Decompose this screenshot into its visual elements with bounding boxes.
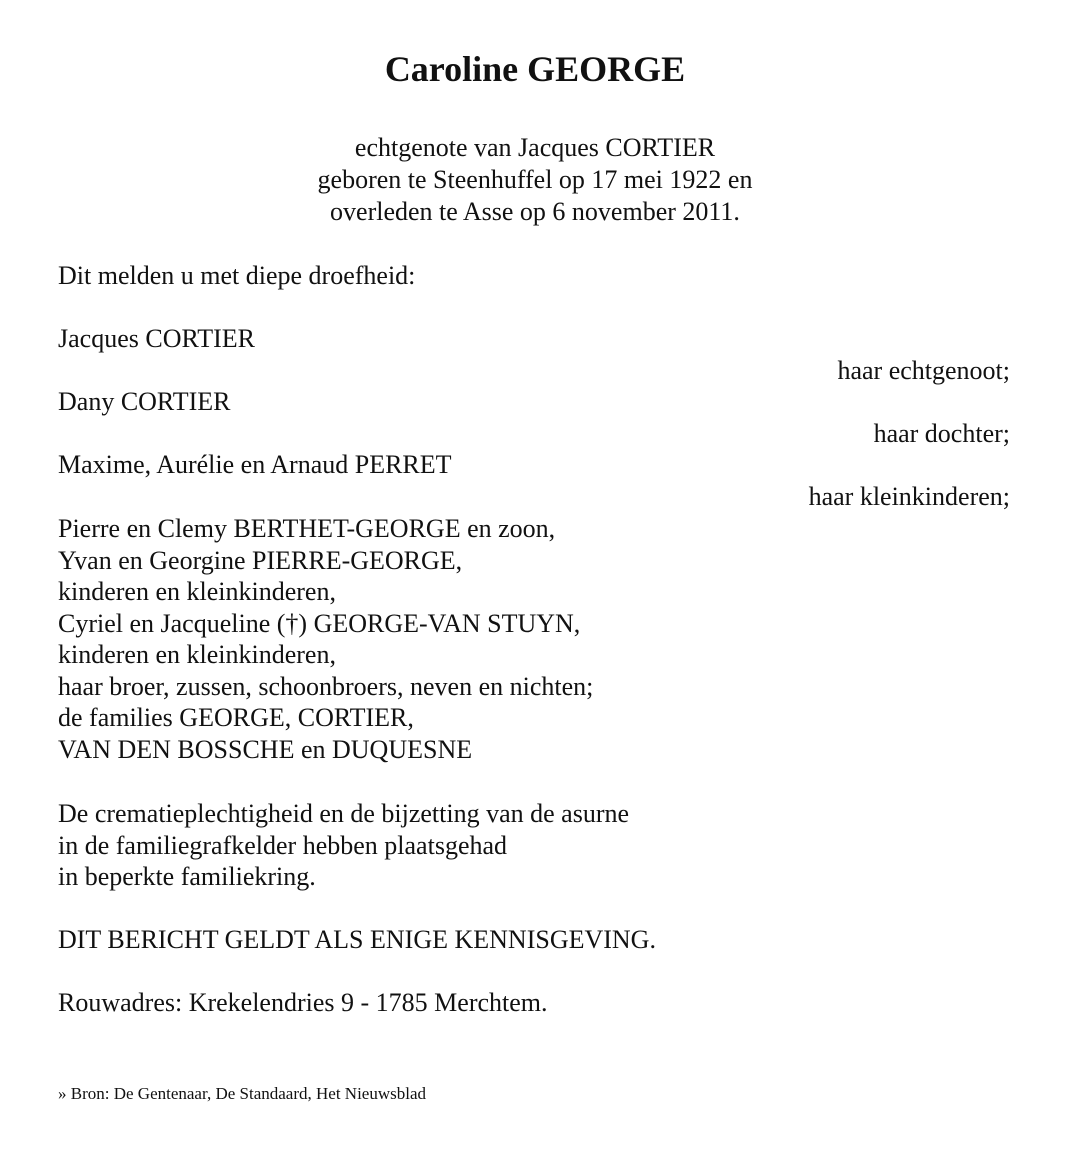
- mourner-relation: haar kleinkinderen;: [808, 482, 1010, 511]
- source-note: » Bron: De Gentenaar, De Standaard, Het Nieuwsblad: [58, 1084, 427, 1103]
- ceremony-paragraph: [58, 798, 629, 893]
- mourner-name: Jacques CORTIER: [58, 324, 256, 353]
- announcement-text: Dit melden u met diepe droefheid:: [58, 261, 416, 290]
- family-line: de families GEORGE, CORTIER,: [58, 703, 414, 732]
- family-list: [58, 513, 593, 765]
- mourner-name: Dany CORTIER: [58, 387, 231, 416]
- family-line: Pierre en Clemy BERTHET-GEORGE en zoon,: [58, 514, 556, 543]
- mourner-relation: haar dochter;: [873, 419, 1010, 448]
- death-line: overleden te Asse op 6 november 2011.: [330, 197, 740, 226]
- notice-text: DIT BERICHT GELDT ALS ENIGE KENNISGEVING.: [58, 925, 656, 954]
- family-line: kinderen en kleinkinderen,: [58, 577, 336, 606]
- deceased-name-title: Caroline GEORGE: [384, 49, 686, 89]
- mourner-name: Maxime, Aurélie en Arnaud PERRET: [58, 450, 452, 479]
- family-line: Cyriel en Jacqueline (†) GEORGE-VAN STUYN,: [58, 608, 581, 638]
- family-line: kinderen en kleinkinderen,: [58, 640, 336, 669]
- family-line: haar broer, zussen, schoonbroers, neven en nichten;: [58, 671, 594, 701]
- family-line: Yvan en Georgine PIERRE-GEORGE,: [58, 545, 463, 575]
- ceremony-line: in beperkte familiekring.: [58, 862, 316, 891]
- family-line: VAN DEN BOSSCHE en DUQUESNE: [58, 734, 473, 764]
- ceremony-line: in de familiegrafkelder hebben plaatsgehad: [58, 830, 508, 860]
- ceremony-line: De crematieplechtigheid en de bijzetting van de asurne: [58, 799, 630, 828]
- intro-block: [0, 132, 1070, 228]
- mourning-address: Rouwadres: Krekelendries 9 - 1785 Merchtem.: [58, 988, 548, 1017]
- mourner-relation: haar echtgenoot;: [837, 356, 1010, 385]
- spouse-line: echtgenote van Jacques CORTIER: [354, 133, 716, 162]
- birth-line: geboren te Steenhuffel op 17 mei 1922 en: [317, 165, 753, 194]
